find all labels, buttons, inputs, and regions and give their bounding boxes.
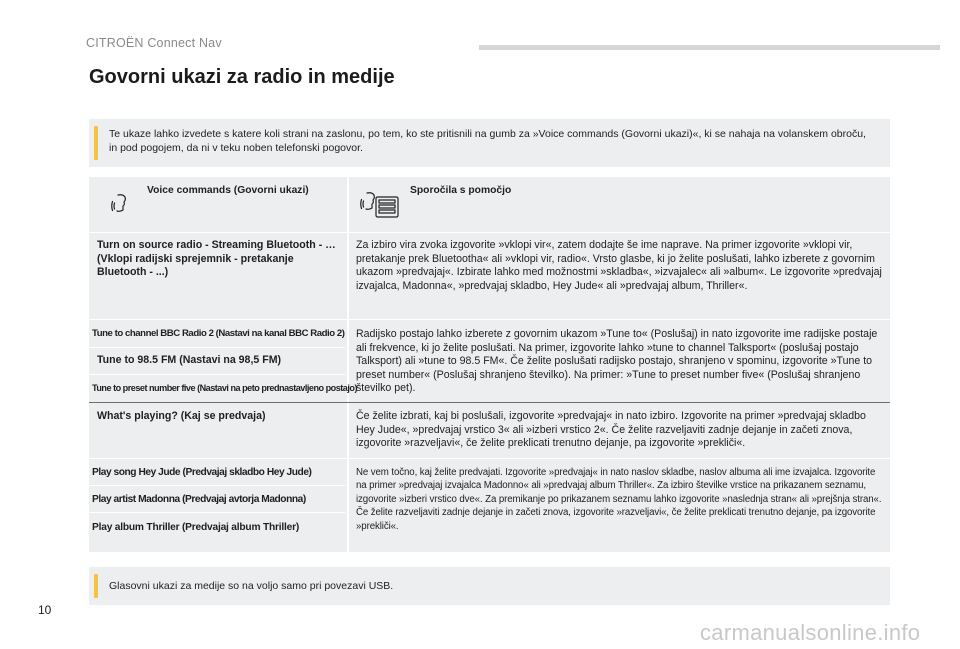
help-play: Ne vem točno, kaj želite predvajati. Izgovorite »predvajaj« in nato naslov skladbe, naslov albuma ali ime izvajalca. Izgovorite na primer »predvajaj izvajalca Madonno« ali »predvajaj album Thriller«. Za izbiro številke vrstice na prikazanem seznamu, izgovorite »izberi vrstico dve«. Za premikanje po prikazanem seznamu lahko izgovorite »naslednja stran« ali »prejšnja stran«. Če želite razveljaviti zadnje dejanje in začeti znova, izgovorite »razveljavi«, če želite preklicati trenutno dejanje, pa izgovorite »prekliči«. (356, 467, 882, 532)
note-accent-bar (94, 574, 98, 598)
command-whats-playing: What's playing? (Kaj se predvaja) (97, 410, 266, 422)
row-divider (89, 319, 890, 320)
page-title: Govorni ukazi za radio in medije (89, 66, 395, 88)
column-divider (347, 177, 349, 552)
voice-command-icon (111, 191, 135, 220)
help-tune: Radijsko postajo lahko izberete z govornim ukazom »Tune to« (Poslušaj) in nato izgovorite ime radijske postaje ali frekvence, ki jo želite poslušati. Na primer, izgovorite lahko »tune to channel Talksport« (poslušaj postajo Talksport) ali »tune to 98.5 FM«. Če želite poslušati radijsko postajo, shranjeno v spominu, izgovorite »Tune to preset number« (Poslušaj shranjeno številko). Na primer: »Tune to preset number five« (Poslušaj shranjeno številko pet). (356, 328, 878, 395)
row-divider (89, 458, 890, 459)
note-text: Glasovni ukazi za medije so na voljo samo pri povezavi USB. (109, 580, 394, 592)
command-play-song: Play song Hey Jude (Predvajaj skladbo Hey Jude) (92, 467, 312, 478)
help-whats-playing: Če želite izbrati, kaj bi poslušali, izgovorite »predvajaj« in nato izbiro. Izgovorite na primer »predvajaj skladbo Hey Jude«, »predvajaj vrstico 3« ali »izberi vrstico 2«. Če želite razveljaviti zadnje dejanje in začeti znova, izgovorite »razveljavi«, če želite preklicati trenutno dejanje, pa izgovorite »prekliči«. (356, 410, 866, 450)
command-turn-on-source: Turn on source radio - Streaming Bluetooth - … (Vklopi radijski sprejemnik - pretakanje Bluetooth - ...) (97, 239, 336, 279)
row-divider-left (89, 512, 345, 513)
row-divider-left (89, 374, 345, 375)
command-tune-frequency: Tune to 98.5 FM (Nastavi na 98,5 FM) (97, 354, 282, 366)
header-brand: CITROËN Connect Nav (86, 36, 222, 50)
note-accent-bar (94, 126, 98, 160)
watermark: carmanualsonline.info (700, 620, 921, 645)
command-play-artist: Play artist Madonna (Predvajaj avtorja Madonna) (92, 494, 306, 505)
help-turn-on-source: Za izbiro vira zvoka izgovorite »vklopi vir«, zatem dodajte še ime naprave. Na primer izgovorite »vklopi vir, pretakanje prek Bluetootha« ali »vklopi vir, radio«. Vrsto glasbe, ki jo želite poslušati, lahko izberete z govornim ukazom »predvajaj«. Izbirate lahko med možnostmi »skladba«, »izvajalec« ali »album«. Le izgovorite »predvajaj izvajalca, Madonna«, »predvajaj skladbo, Hey Jude« ali »predvajaj album, Thriller«. (356, 239, 882, 292)
header-rule (479, 45, 940, 50)
col2-header: Sporočila s pomočjo (410, 185, 512, 196)
row-divider-left (89, 485, 345, 486)
row-divider-left (89, 347, 345, 348)
table-header-divider (89, 232, 890, 233)
command-tune-preset: Tune to preset number five (Nastavi na peto prednastavljeno postajo) (92, 383, 357, 393)
note-text: Te ukaze lahko izvedete s katere koli strani na zaslonu, po tem, ko ste pritisnili na gumb za »Voice commands (Govorni ukazi)«, ki se nahaja na volanskem obroču, in pod pogojem, da ni v teku noben telefonski pogovor. (109, 128, 866, 154)
page-number: 10 (38, 603, 52, 617)
command-play-album: Play album Thriller (Predvajaj album Thriller) (92, 522, 300, 533)
info-note-top (89, 119, 890, 167)
voice-commands-table (89, 177, 890, 552)
row-divider (89, 402, 890, 403)
col1-header: Voice commands (Govorni ukazi) (147, 185, 309, 196)
voice-help-screen-icon (359, 187, 403, 226)
info-note-bottom (89, 567, 890, 605)
command-tune-channel: Tune to channel BBC Radio 2 (Nastavi na kanal BBC Radio 2) (92, 328, 345, 339)
